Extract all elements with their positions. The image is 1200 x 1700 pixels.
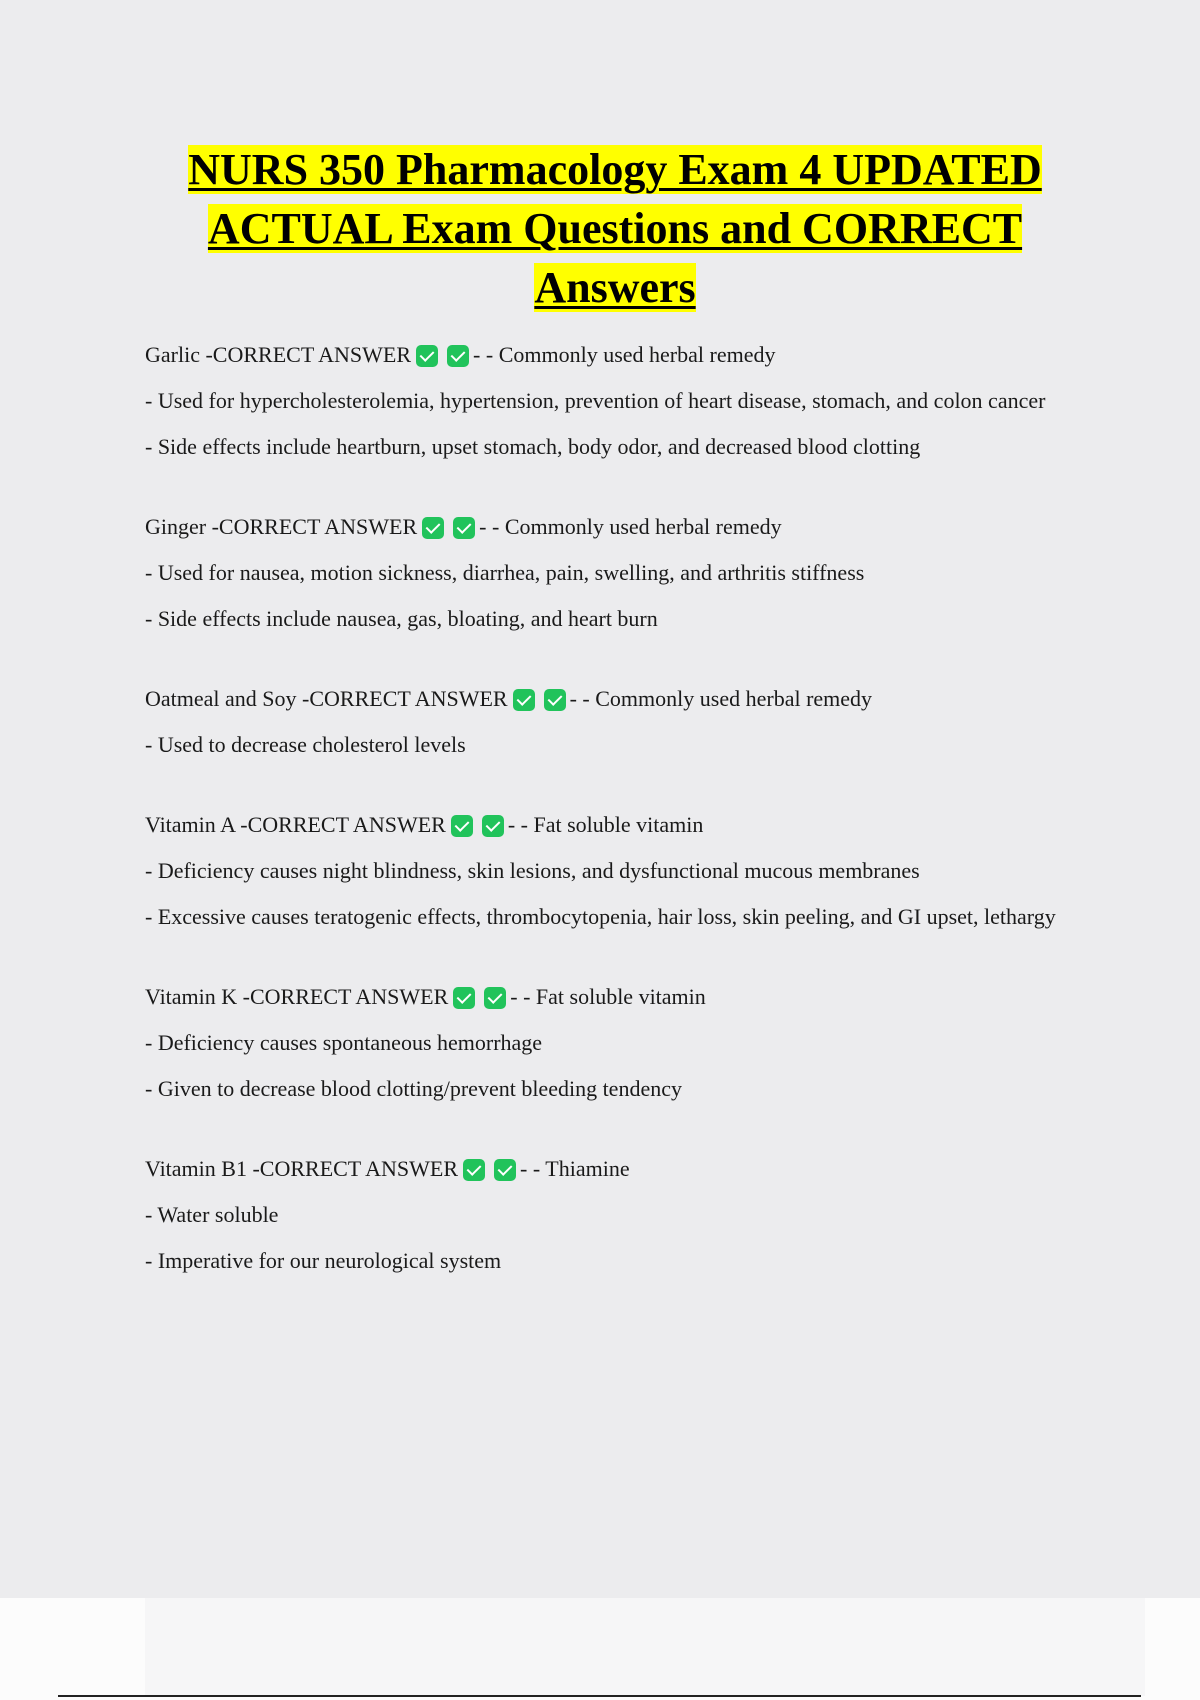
entry-detail: - Water soluble [145, 1202, 279, 1227]
check-mark-icon [544, 689, 566, 711]
check-mark-icon [451, 815, 473, 837]
entry-summary: - - Commonly used herbal remedy [569, 686, 873, 711]
document-title [130, 140, 1100, 317]
entry-detail: - Excessive causes teratogenic effects, thrombocytopenia, hair loss, skin peeling, and GI upset, lethargy [145, 904, 1056, 929]
entry-summary: - - Fat soluble vitamin [507, 812, 704, 837]
qa-entry [145, 684, 1080, 760]
entry-term: Vitamin A - [145, 812, 248, 837]
check-mark-icon [513, 689, 535, 711]
correct-answer-label: CORRECT ANSWER [212, 342, 412, 367]
entry-term: Garlic - [145, 342, 213, 367]
qa-list [145, 340, 1080, 1326]
entry-detail: - Used for nausea, motion sickness, diarrhea, pain, swelling, and arthritis stiffness [145, 560, 865, 585]
entry-summary: - - Commonly used herbal remedy [479, 514, 782, 539]
entry-summary: - - Thiamine [520, 1156, 630, 1181]
check-mark-icon [463, 1159, 485, 1181]
entry-detail: - Given to decrease blood clotting/prevent bleeding tendency [145, 1076, 682, 1101]
footer-divider [58, 1695, 1141, 1697]
check-mark-icon [482, 815, 504, 837]
entry-detail: - Deficiency causes night blindness, skin lesions, and dysfunctional mucous membranes [145, 858, 920, 883]
entry-detail: - Imperative for our neurological system [145, 1248, 502, 1273]
qa-entry [145, 512, 1080, 634]
entry-summary: - - Commonly used herbal remedy [473, 342, 776, 367]
qa-entry [145, 982, 1080, 1104]
check-mark-icon [484, 987, 506, 1009]
qa-entry-heading [145, 340, 1080, 370]
page-footer-area [0, 1598, 1200, 1700]
correct-answer-label: CORRECT ANSWER [218, 514, 418, 539]
qa-entry-heading [145, 1154, 1080, 1184]
correct-answer-label: CORRECT ANSWER [247, 812, 446, 837]
entry-term: Ginger - [145, 514, 219, 539]
entry-term: Vitamin B1 - [145, 1156, 260, 1181]
entry-detail: - Used to decrease cholesterol levels [145, 732, 466, 757]
qa-entry-heading [145, 512, 1080, 542]
check-mark-icon [422, 517, 444, 539]
qa-entry [145, 810, 1080, 932]
entry-detail: - Deficiency causes spontaneous hemorrhage [145, 1030, 543, 1055]
correct-answer-label: CORRECT ANSWER [309, 686, 508, 711]
check-mark-icon [453, 987, 475, 1009]
qa-entry [145, 340, 1080, 462]
check-mark-icon [494, 1159, 516, 1181]
entry-detail: - Side effects include nausea, gas, bloating, and heart burn [145, 606, 658, 631]
qa-entry-heading [145, 684, 1080, 714]
entry-term: Vitamin K - [145, 984, 250, 1009]
next-page-preview [145, 1598, 1145, 1696]
check-mark-icon [416, 345, 438, 367]
qa-entry-heading [145, 810, 1080, 840]
check-mark-icon [453, 517, 475, 539]
qa-entry [145, 1154, 1080, 1276]
correct-answer-label: CORRECT ANSWER [259, 1156, 459, 1181]
entry-term: Oatmeal and Soy - [145, 686, 310, 711]
check-mark-icon [447, 345, 469, 367]
qa-entry-heading [145, 982, 1080, 1012]
document-title-text: NURS 350 Pharmacology Exam 4 UPDATED ACTUAL Exam Questions and CORRECT Answers [188, 145, 1042, 312]
entry-detail: - Side effects include heartburn, upset stomach, body odor, and decreased blood clotting [145, 434, 921, 459]
correct-answer-label: CORRECT ANSWER [250, 984, 449, 1009]
entry-summary: - - Fat soluble vitamin [510, 984, 706, 1009]
entry-detail: - Used for hypercholesterolemia, hypertension, prevention of heart disease, stomach, and colon cancer [145, 388, 1046, 413]
